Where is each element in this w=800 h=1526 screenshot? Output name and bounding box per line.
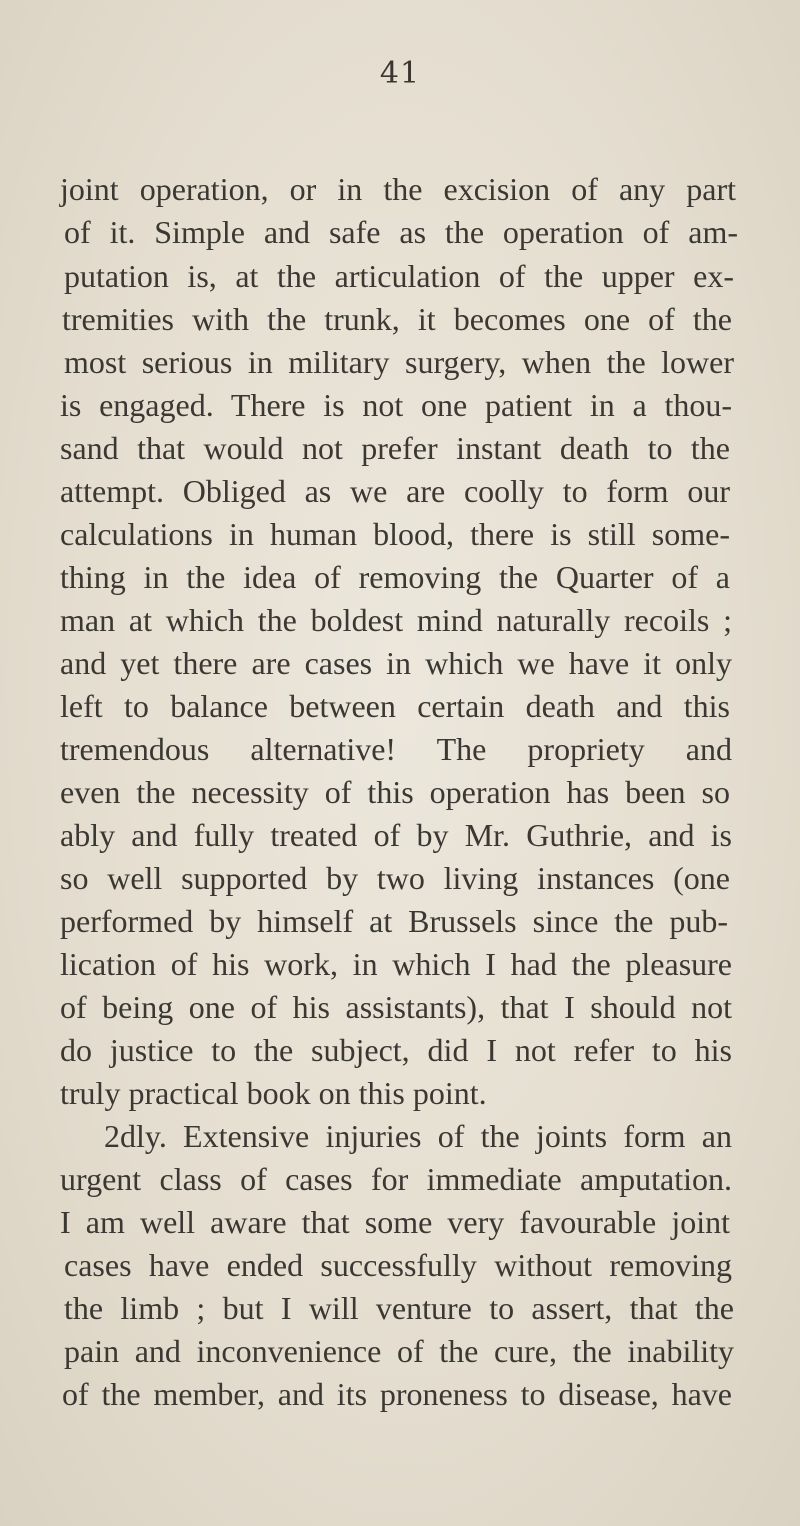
text-line: do justice to the subject, did I not refer to his (60, 1032, 732, 1068)
text-line: so well supported by two living instances (one (60, 860, 730, 896)
text-line: and yet there are cases in which we have it only (60, 645, 732, 681)
text-line: attempt. Obliged as we are coolly to form our (60, 473, 730, 509)
text-line: tremities with the trunk, it becomes one of the (62, 301, 732, 337)
text-line: 2dly. Extensive injuries of the joints form an (104, 1118, 732, 1154)
text-line: thing in the idea of removing the Quarter of a (60, 559, 730, 595)
text-line: putation is, at the articulation of the upper ex- (64, 258, 734, 294)
text-line: man at which the boldest mind naturally recoils ; (60, 602, 732, 638)
text-line: truly practical book on this point. (60, 1075, 487, 1111)
text-line: left to balance between certain death and this (60, 688, 730, 724)
text-line: tremendous alternative! The propriety and (60, 731, 732, 767)
text-line: most serious in military surgery, when the lower (64, 344, 734, 380)
text-line: pain and inconvenience of the cure, the inability (64, 1333, 734, 1369)
text-line: urgent class of cases for immediate amputation. (60, 1161, 732, 1197)
text-line: the limb ; but I will venture to assert, that the (64, 1290, 734, 1326)
text-line: of it. Simple and safe as the operation of am- (64, 214, 738, 250)
text-line: even the necessity of this operation has been so (60, 774, 730, 810)
text-line: I am well aware that some very favourable joint (60, 1204, 730, 1240)
text-line: cases have ended successfully without removing (64, 1247, 732, 1283)
text-line: of being one of his assistants), that I should not (60, 989, 732, 1025)
text-line: joint operation, or in the excision of any part (60, 171, 736, 207)
text-line: calculations in human blood, there is still some- (60, 516, 730, 552)
page-number: 41 (379, 56, 421, 91)
text-line: ably and fully treated of by Mr. Guthrie, and is (60, 817, 732, 853)
text-line: is engaged. There is not one patient in a thou- (60, 387, 732, 423)
text-line: performed by himself at Brussels since the pub- (60, 903, 728, 939)
text-line: of the member, and its proneness to disease, have (62, 1376, 732, 1412)
text-line: lication of his work, in which I had the pleasure (60, 946, 732, 982)
text-line: sand that would not prefer instant death to the (60, 430, 730, 466)
